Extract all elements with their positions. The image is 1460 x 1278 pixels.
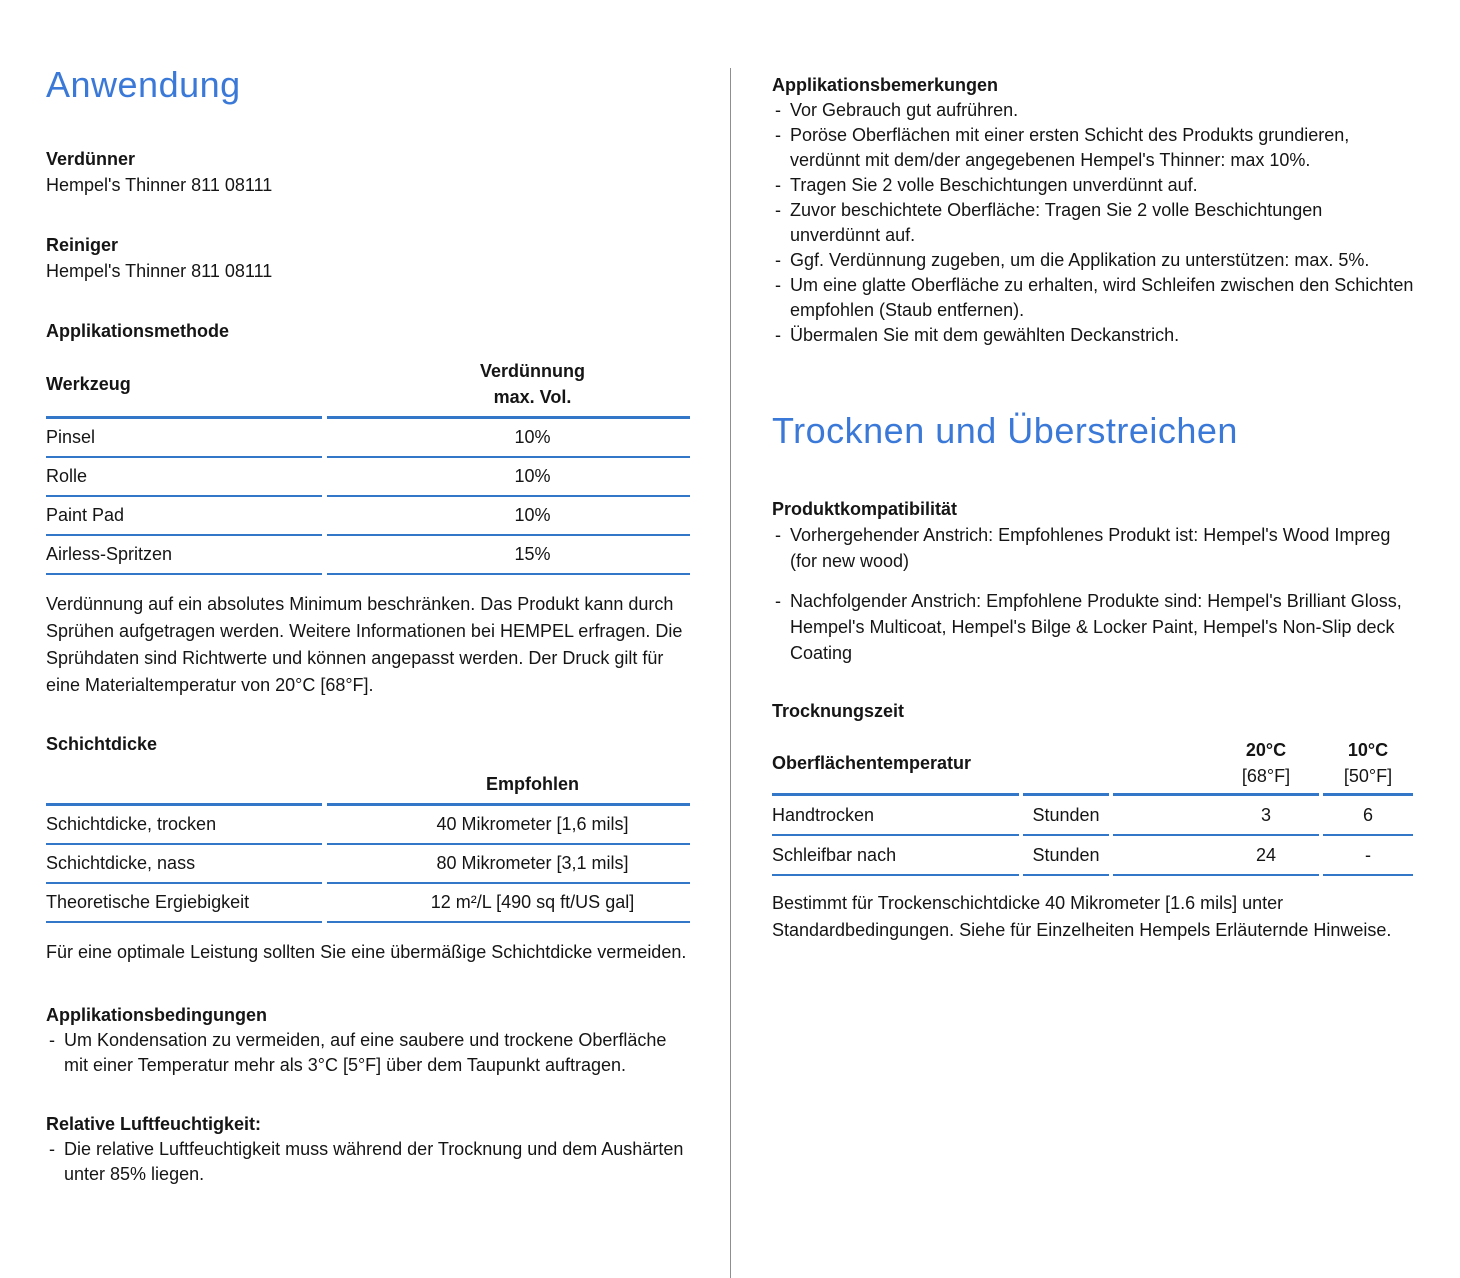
application-method-table <box>46 358 690 575</box>
dilution-cell: 10% <box>327 458 690 497</box>
cleaner-block <box>46 232 690 284</box>
list-item <box>46 1137 690 1187</box>
col-header-empfohlen: Empfohlen <box>327 771 690 806</box>
table-row <box>46 458 690 497</box>
table-row <box>772 836 1416 876</box>
thickness-label-cell: Theoretische Ergiebigkeit <box>46 884 322 923</box>
list-item <box>46 1028 690 1078</box>
bullet-dash: - <box>775 200 781 220</box>
thickness-label-cell: Schichtdicke, trocken <box>46 806 322 845</box>
list-item-text: Die relative Luftfeuchtigkeit muss während der Trocknung und dem Aushärten unter 85% liegen. <box>64 1139 684 1184</box>
drying-label-cell: Schleifbar nach <box>772 836 1019 876</box>
value-20c-cell: 24 <box>1113 836 1319 876</box>
section-title-anwendung: Anwendung <box>46 64 241 105</box>
right-column <box>772 0 1416 944</box>
thinner-block <box>46 146 690 198</box>
table-header-row <box>46 358 690 419</box>
column-divider <box>730 68 731 1278</box>
dilution-cell: 10% <box>327 419 690 458</box>
drying-label-cell: Handtrocken <box>772 796 1019 836</box>
application-method-heading: Applikationsmethode <box>46 321 230 341</box>
col-header-line: Verdünnung <box>480 361 585 381</box>
drying-time-table <box>772 738 1416 876</box>
list-item <box>772 123 1416 173</box>
tool-cell: Airless-Spritzen <box>46 536 322 575</box>
table-row <box>46 806 690 845</box>
list-item <box>772 248 1416 273</box>
col-header-line: [50°F] <box>1343 765 1393 786</box>
table-row <box>46 419 690 458</box>
bullet-dash: - <box>775 325 781 345</box>
film-thickness-note: Für eine optimale Leistung sollten Sie eine übermäßige Schichtdicke vermeiden. <box>46 942 687 962</box>
value-10c-cell: - <box>1323 836 1413 876</box>
section-title-trocknen: Trocknen und Überstreichen <box>772 410 1238 451</box>
col-header-line: 10°C <box>1347 739 1389 760</box>
application-notes-heading: Applikationsbemerkungen <box>772 75 999 95</box>
list-item-text: Nachfolgender Anstrich: Empfohlene Produkte sind: Hempel's Brilliant Gloss, Hempel's Multicoat, Hempel's Bilge & Locker Paint, Hempel's Non-Slip deck Coating <box>790 591 1402 663</box>
relative-humidity-list <box>46 1137 690 1187</box>
drying-time-heading: Trocknungszeit <box>772 701 905 721</box>
table-header-row <box>46 771 690 806</box>
application-notes-list <box>772 98 1416 348</box>
list-item-text: Poröse Oberflächen mit einer ersten Schicht des Produkts grundieren, verdünnt mit dem/der angegebenen Hempel's Thinner: max 10%. <box>790 125 1350 170</box>
thickness-value-cell: 80 Mikrometer [3,1 mils] <box>327 845 690 884</box>
product-compatibility-heading: Produktkompatibilität <box>772 499 958 519</box>
thinner-label: Verdünner <box>46 149 136 169</box>
cleaner-value: Hempel's Thinner 811 08111 <box>46 261 273 281</box>
col-header-line: 20°C <box>1245 739 1287 760</box>
list-item-text: Zuvor beschichtete Oberfläche: Tragen Sie 2 volle Beschichtungen unverdünnt auf. <box>790 200 1323 245</box>
list-item-text: Ggf. Verdünnung zugeben, um die Applikation zu unterstützen: max. 5%. <box>790 250 1370 270</box>
thickness-value-cell: 40 Mikrometer [1,6 mils] <box>327 806 690 845</box>
thickness-label-cell: Schichtdicke, nass <box>46 845 322 884</box>
film-thickness-table <box>46 771 690 923</box>
bullet-dash: - <box>775 175 781 195</box>
table-row <box>772 796 1416 836</box>
list-item-text: Vor Gebrauch gut aufrühren. <box>790 100 1019 120</box>
col-header-verduennung <box>327 358 690 419</box>
list-item <box>772 273 1416 323</box>
product-compatibility-list <box>772 522 1416 666</box>
list-item-text: Um Kondensation zu vermeiden, auf eine saubere und trockene Oberfläche mit einer Temperatur mehr als 3°C [5°F] über dem Taupunkt auftragen. <box>64 1030 667 1075</box>
table-row <box>46 497 690 536</box>
bullet-dash: - <box>775 275 781 295</box>
film-thickness-heading: Schichtdicke <box>46 734 158 754</box>
drying-note: Bestimmt für Trockenschichtdicke 40 Mikrometer [1.6 mils] unter Standardbedingungen. Siehe für Einzelheiten Hempels Erläuternde Hinweise. <box>772 893 1392 940</box>
tool-cell: Paint Pad <box>46 497 322 536</box>
dilution-cell: 15% <box>327 536 690 575</box>
table-row <box>46 536 690 575</box>
bullet-dash: - <box>775 125 781 145</box>
dilution-note: Verdünnung auf ein absolutes Minimum beschränken. Das Produkt kann durch Sprühen aufgetragen werden. Weitere Informationen bei HEMPEL erfragen. Die Sprühdaten sind Richtwerte und können angepasst werden. Der Druck gilt für eine Materialtemperatur von 20°C [68°F]. <box>46 594 683 695</box>
value-10c-cell: 6 <box>1323 796 1413 836</box>
value-20c-cell: 3 <box>1113 796 1319 836</box>
list-item-text: Vorhergehender Anstrich: Empfohlenes Produkt ist: Hempel's Wood Impreg (for new wood) <box>790 525 1391 571</box>
list-item <box>772 198 1416 248</box>
col-header-line: [68°F] <box>1241 765 1291 786</box>
col-header-line: max. Vol. <box>493 387 572 407</box>
empty-header-cell <box>1023 738 1109 796</box>
col-header-oberflaechentemperatur: Oberflächentemperatur <box>772 738 1019 796</box>
list-item-text: Übermalen Sie mit dem gewählten Deckanstrich. <box>790 325 1180 345</box>
dilution-cell: 10% <box>327 497 690 536</box>
table-row <box>46 884 690 923</box>
bullet-dash: - <box>775 250 781 270</box>
bullet-dash: - <box>49 1139 55 1159</box>
list-item-text: Um eine glatte Oberfläche zu erhalten, wird Schleifen zwischen den Schichten empfohlen (Staub entfernen). <box>790 275 1414 320</box>
relative-humidity-heading: Relative Luftfeuchtigkeit: <box>46 1114 262 1134</box>
list-item-text: Tragen Sie 2 volle Beschichtungen unverdünnt auf. <box>790 175 1198 195</box>
col-header-werkzeug: Werkzeug <box>46 358 322 419</box>
empty-header-cell <box>46 771 322 806</box>
bullet-dash: - <box>49 1030 55 1050</box>
bullet-dash: - <box>775 100 781 120</box>
application-conditions-list <box>46 1028 690 1078</box>
list-item <box>772 98 1416 123</box>
bullet-dash: - <box>775 525 781 545</box>
unit-cell: Stunden <box>1023 836 1109 876</box>
list-item <box>772 522 1416 574</box>
list-item <box>772 173 1416 198</box>
table-header-row <box>772 738 1416 796</box>
cleaner-label: Reiniger <box>46 235 119 255</box>
thinner-value: Hempel's Thinner 811 08111 <box>46 175 273 195</box>
unit-cell: Stunden <box>1023 796 1109 836</box>
tool-cell: Pinsel <box>46 419 322 458</box>
bullet-dash: - <box>775 591 781 611</box>
thickness-value-cell: 12 m²/L [490 sq ft/US gal] <box>327 884 690 923</box>
list-item <box>772 588 1416 666</box>
tool-cell: Rolle <box>46 458 322 497</box>
application-conditions-heading: Applikationsbedingungen <box>46 1005 267 1025</box>
list-item <box>772 323 1416 348</box>
table-row <box>46 845 690 884</box>
col-header-10c <box>1323 738 1413 796</box>
col-header-20c <box>1113 738 1319 796</box>
left-column <box>46 0 690 1187</box>
